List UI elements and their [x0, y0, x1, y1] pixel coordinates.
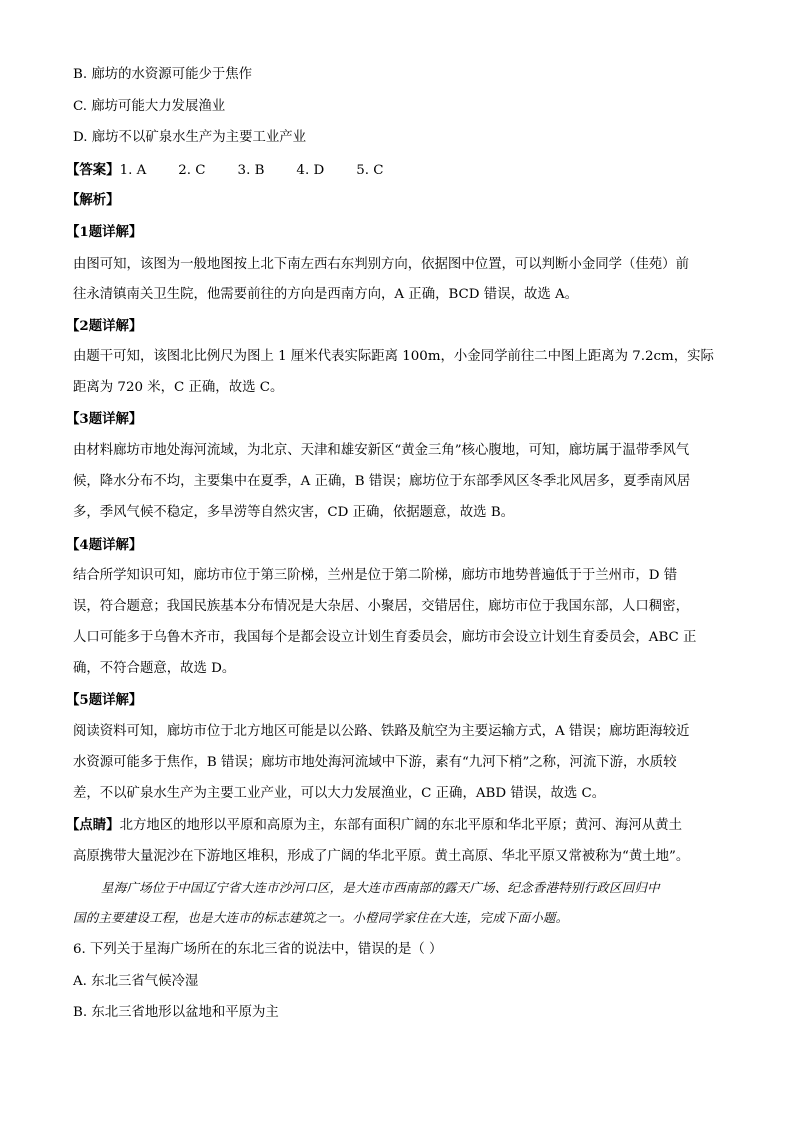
answer-item: 2. C — [178, 163, 206, 178]
question-6-option-a: A. 东北三省气候冷湿 — [73, 974, 199, 989]
analysis-label: 【解析】 — [66, 192, 120, 208]
key-point-line: 高原携带大量泥沙在下游地区堆积，形成了广阔的华北平原。黄土高原、华北平原又常被称为“黄土地”。 — [73, 849, 690, 864]
answer-label: 【答案】 — [66, 162, 120, 178]
section-4-line: 确，不符合题意，故选 D。 — [73, 661, 236, 676]
option-d-top: D. 廊坊不以矿泉水生产为主要工业产业 — [73, 130, 307, 145]
section-1-line: 由图可知，该图为一般地图按上北下南左西右东判别方向，依据图中位置，可以判断小金同学（佳苑）前 — [73, 257, 689, 272]
section-5-line: 差，不以矿泉水生产为主要工业产业，可以大力发展渔业，C 正确，ABD 错误，故选 C。 — [73, 786, 606, 801]
section-1-line: 往永清镇南关卫生院，他需要前往的方向是西南方向，A 正确，BCD 错误，故选 A。 — [73, 287, 579, 302]
answer-item: 5. C — [356, 163, 384, 178]
section-4-line: 人口可能多于乌鲁木齐市，我国每个是都会设立计划生育委员会，廊坊市会设立计划生育委员会，ABC 正 — [73, 630, 697, 645]
answer-item: 1. A — [119, 163, 147, 178]
section-4-head: 【4题详解】 — [66, 537, 143, 553]
section-5-line: 阅读资料可知，廊坊市位于北方地区可能是以公路、铁路及航空为主要运输方式，A 错误；廊坊距海较近 — [73, 724, 690, 739]
answer-row — [66, 160, 415, 181]
section-2-line: 距离为 720 米，C 正确，故选 C。 — [73, 380, 284, 395]
section-2-head: 【2题详解】 — [66, 318, 143, 334]
section-1-head: 【1题详解】 — [66, 224, 143, 240]
question-6-option-b: B. 东北三省地形以盆地和平原为主 — [73, 1005, 279, 1020]
key-point-text: 北方地区的地形以平原和高原为主，东部有面积广阔的东北平原和华北平原；黄河、海河从黄土 — [119, 818, 682, 833]
material-line: 星海广场位于中国辽宁省大连市沙河口区，是大连市西南部的露天广场、纪念香港特别行政区回归中 — [101, 880, 660, 895]
section-5-line: 水资源可能多于焦作，B 错误；廊坊市地处海河流域中下游，素有“九河下梢”之称，河流下游，水质较 — [73, 755, 677, 770]
answer-item: 4. D — [296, 163, 325, 178]
section-2-line: 由题干可知，该图北比例尺为图上 1 厘米代表实际距离 100m，小金同学前往二中图上距离为 7.2cm，实际 — [73, 349, 714, 364]
key-point-line — [66, 815, 682, 836]
section-5-head: 【5题详解】 — [66, 692, 143, 708]
key-point-label: 【点睛】 — [66, 817, 120, 833]
section-3-line: 由材料廊坊市地处海河流域，为北京、天津和雄安新区“黄金三角”核心腹地，可知，廊坊属于温带季风气 — [73, 443, 690, 458]
section-4-line: 误，符合题意；我国民族基本分布情况是大杂居、小聚居，交错居住，廊坊市位于我国东部，人口稠密， — [73, 599, 689, 614]
section-3-line: 候，降水分布不均，主要集中在夏季，A 正确，B 错误；廊坊位于东部季风区冬季北风居多，夏季南风居 — [73, 474, 691, 489]
section-3-head: 【3题详解】 — [66, 411, 143, 427]
section-4-line: 结合所学知识可知，廊坊市位于第三阶梯，兰州是位于第二阶梯，廊坊市地势普遍低于于兰州市，D 错 — [73, 568, 678, 583]
question-6-stem: 6. 下列关于星海广场所在的东北三省的说法中，错误的是（ ） — [73, 942, 443, 957]
answer-item: 3. B — [237, 163, 265, 178]
option-b-top: B. 廊坊的水资源可能少于焦作 — [73, 67, 253, 82]
section-3-line: 多，季风气候不稳定，多旱涝等自然灾害，CD 正确，依据题意，故选 B。 — [73, 505, 515, 520]
material-line: 国的主要建设工程，也是大连市的标志建筑之一。小橙同学家住在大连，完成下面小题。 — [73, 910, 569, 925]
option-c-top: C. 廊坊可能大力发展渔业 — [73, 99, 226, 114]
